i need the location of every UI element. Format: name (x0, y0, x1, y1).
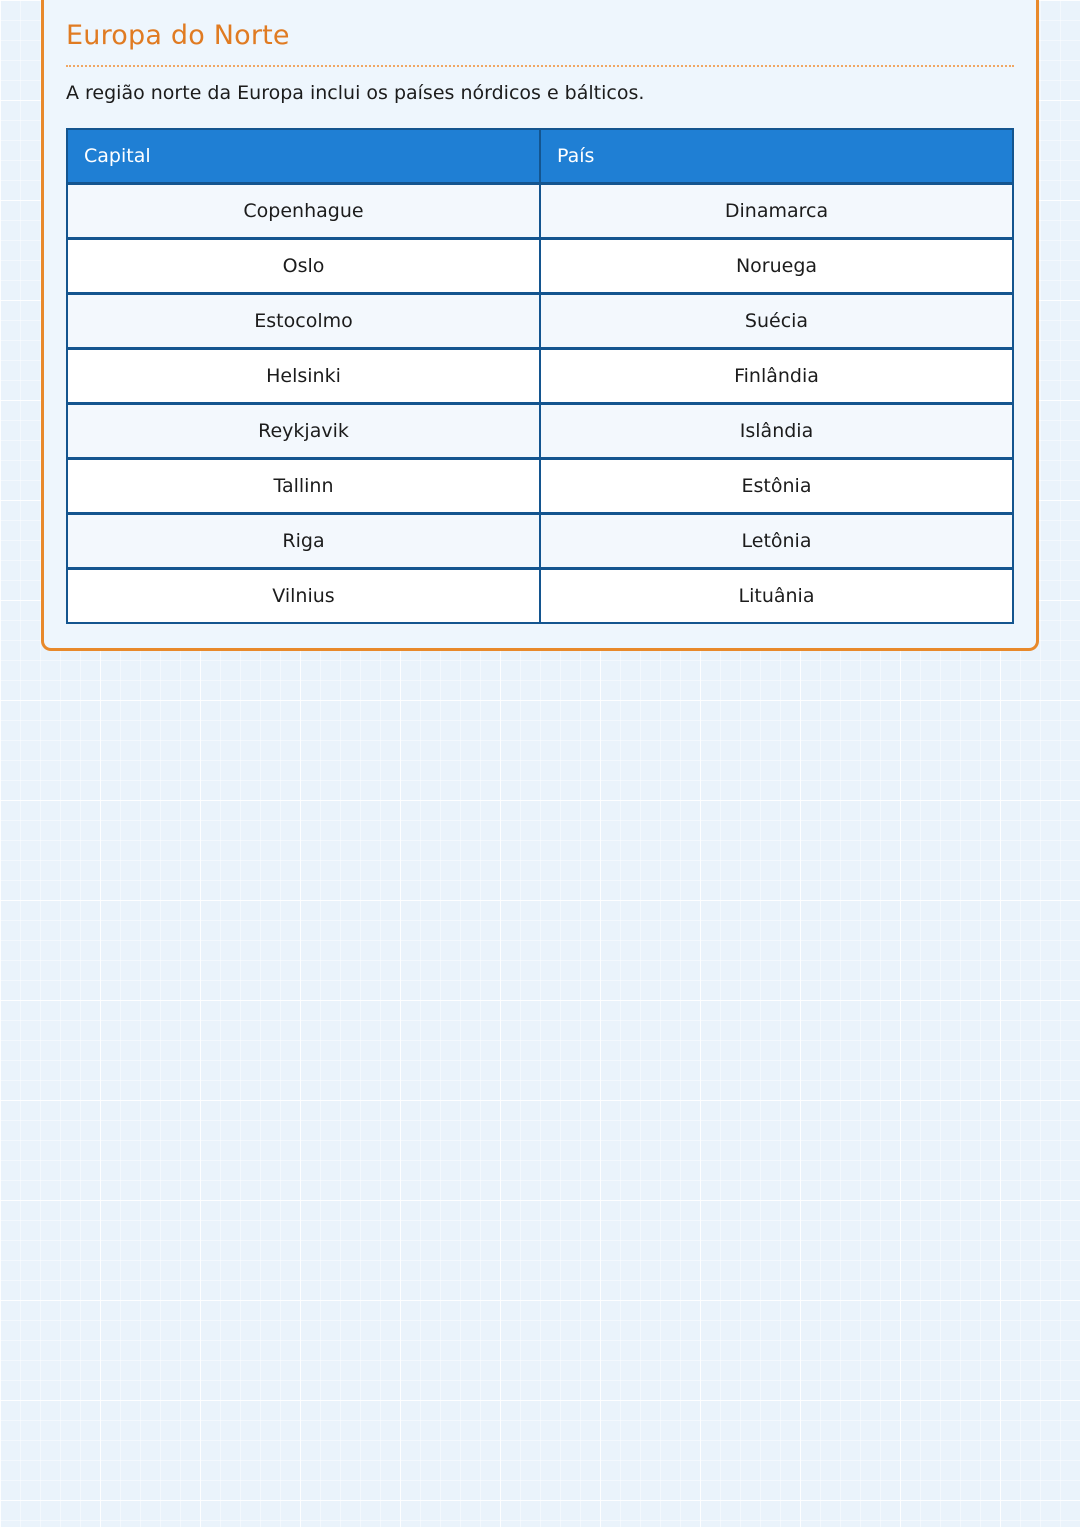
capitals-table (66, 128, 1014, 624)
cell-country: Letônia (540, 514, 1014, 569)
card-description: A região norte da Europa inclui os países nórdicos e bálticos. (66, 82, 645, 104)
table-row (66, 404, 1014, 459)
cell-country: Dinamarca (540, 184, 1014, 239)
cell-capital: Copenhague (66, 184, 540, 239)
table-row (66, 569, 1014, 624)
cell-country: Suécia (540, 294, 1014, 349)
cell-capital: Riga (66, 514, 540, 569)
cell-country: Lituânia (540, 569, 1014, 624)
table-row (66, 514, 1014, 569)
table-row (66, 349, 1014, 404)
cell-country: Estônia (540, 459, 1014, 514)
cell-capital: Estocolmo (66, 294, 540, 349)
table-row (66, 459, 1014, 514)
cell-capital: Reykjavik (66, 404, 540, 459)
cell-capital: Oslo (66, 239, 540, 294)
table-header-row (66, 128, 1014, 184)
cell-country: Noruega (540, 239, 1014, 294)
cell-country: Finlândia (540, 349, 1014, 404)
table-row (66, 184, 1014, 239)
column-header-country: País (540, 128, 1014, 184)
cell-capital: Helsinki (66, 349, 540, 404)
page-title: Europa do Norte (66, 20, 1014, 67)
cell-capital: Vilnius (66, 569, 540, 624)
table-row (66, 294, 1014, 349)
cell-country: Islândia (540, 404, 1014, 459)
column-header-capital: Capital (66, 128, 540, 184)
cell-capital: Tallinn (66, 459, 540, 514)
table-body (66, 184, 1014, 624)
table-row (66, 239, 1014, 294)
info-card (41, 0, 1039, 651)
table-header (66, 128, 1014, 184)
